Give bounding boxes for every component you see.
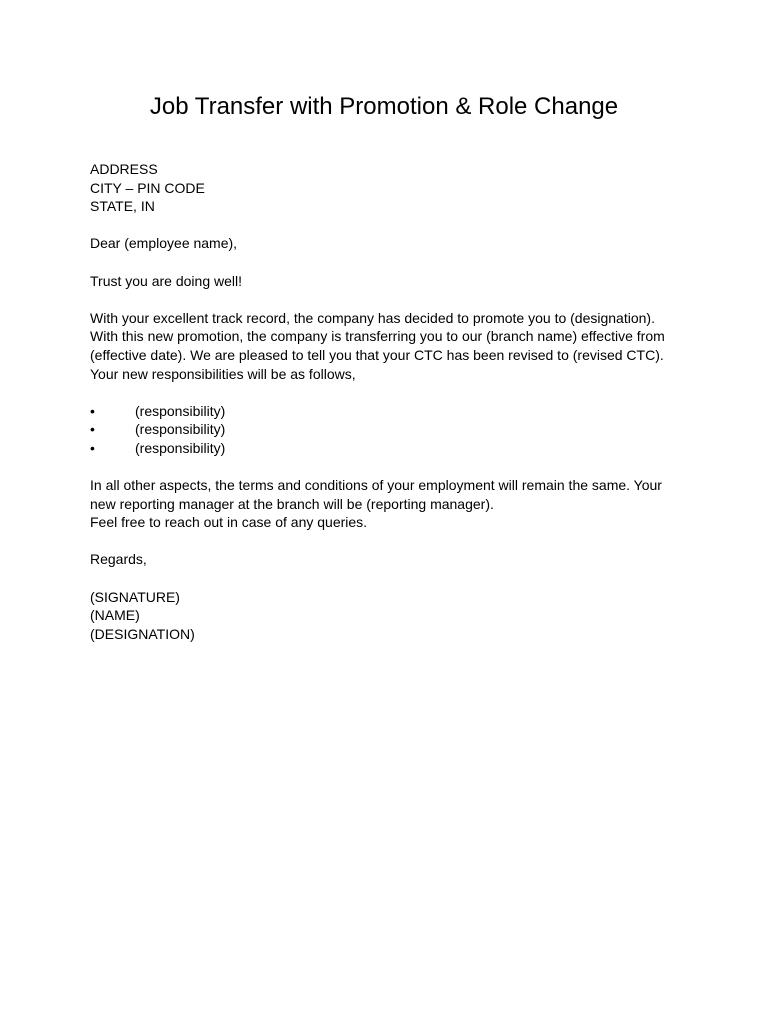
paragraph-line: new reporting manager at the branch will be (reporting manager). — [90, 495, 494, 512]
responsibility-text: (responsibility) — [135, 439, 226, 456]
paragraph-line: Your new responsibilities will be as follows, — [90, 365, 356, 382]
letter-body — [90, 160, 690, 643]
city-pin-line: CITY – PIN CODE — [90, 179, 205, 196]
signature-line: (SIGNATURE) — [90, 588, 180, 605]
closing: Regards, — [90, 551, 147, 568]
spacer — [90, 216, 690, 235]
promotion-paragraph — [90, 309, 690, 383]
document-title: Job Transfer with Promotion & Role Change — [149, 93, 619, 120]
spacer — [90, 290, 690, 309]
paragraph-line: Feel free to reach out in case of any queries. — [90, 514, 368, 531]
spacer — [90, 532, 690, 551]
paragraph-line: With your excellent track record, the company has decided to promote you to (designation). — [90, 309, 655, 326]
list-item — [90, 420, 690, 439]
list-item — [90, 439, 690, 458]
spacer — [90, 458, 690, 477]
address-line: ADDRESS — [90, 161, 158, 177]
responsibility-text: (responsibility) — [135, 421, 226, 438]
spacer — [90, 569, 690, 588]
signature-block — [90, 588, 690, 644]
address-block — [90, 160, 690, 216]
bullet-icon: • — [90, 402, 95, 419]
state-line: STATE, IN — [90, 198, 155, 215]
designation-line: (DESIGNATION) — [90, 625, 195, 642]
list-item — [90, 402, 690, 421]
paragraph-line: With this new promotion, the company is transferring you to our (branch name) effective from — [90, 328, 665, 345]
terms-paragraph — [90, 476, 690, 532]
paragraph-line: (effective date). We are pleased to tell you that your CTC has been revised to (revised CTC). — [90, 346, 664, 363]
responsibility-text: (responsibility) — [135, 402, 226, 419]
bullet-icon: • — [90, 421, 95, 438]
paragraph-line: In all other aspects, the terms and conditions of your employment will remain the same. Your — [90, 477, 662, 494]
spacer — [90, 253, 690, 272]
spacer — [90, 383, 690, 402]
greeting: Trust you are doing well! — [90, 272, 242, 289]
name-line: (NAME) — [90, 607, 140, 624]
responsibilities-list — [90, 402, 690, 458]
salutation: Dear (employee name), — [90, 235, 238, 252]
bullet-icon: • — [90, 439, 95, 456]
